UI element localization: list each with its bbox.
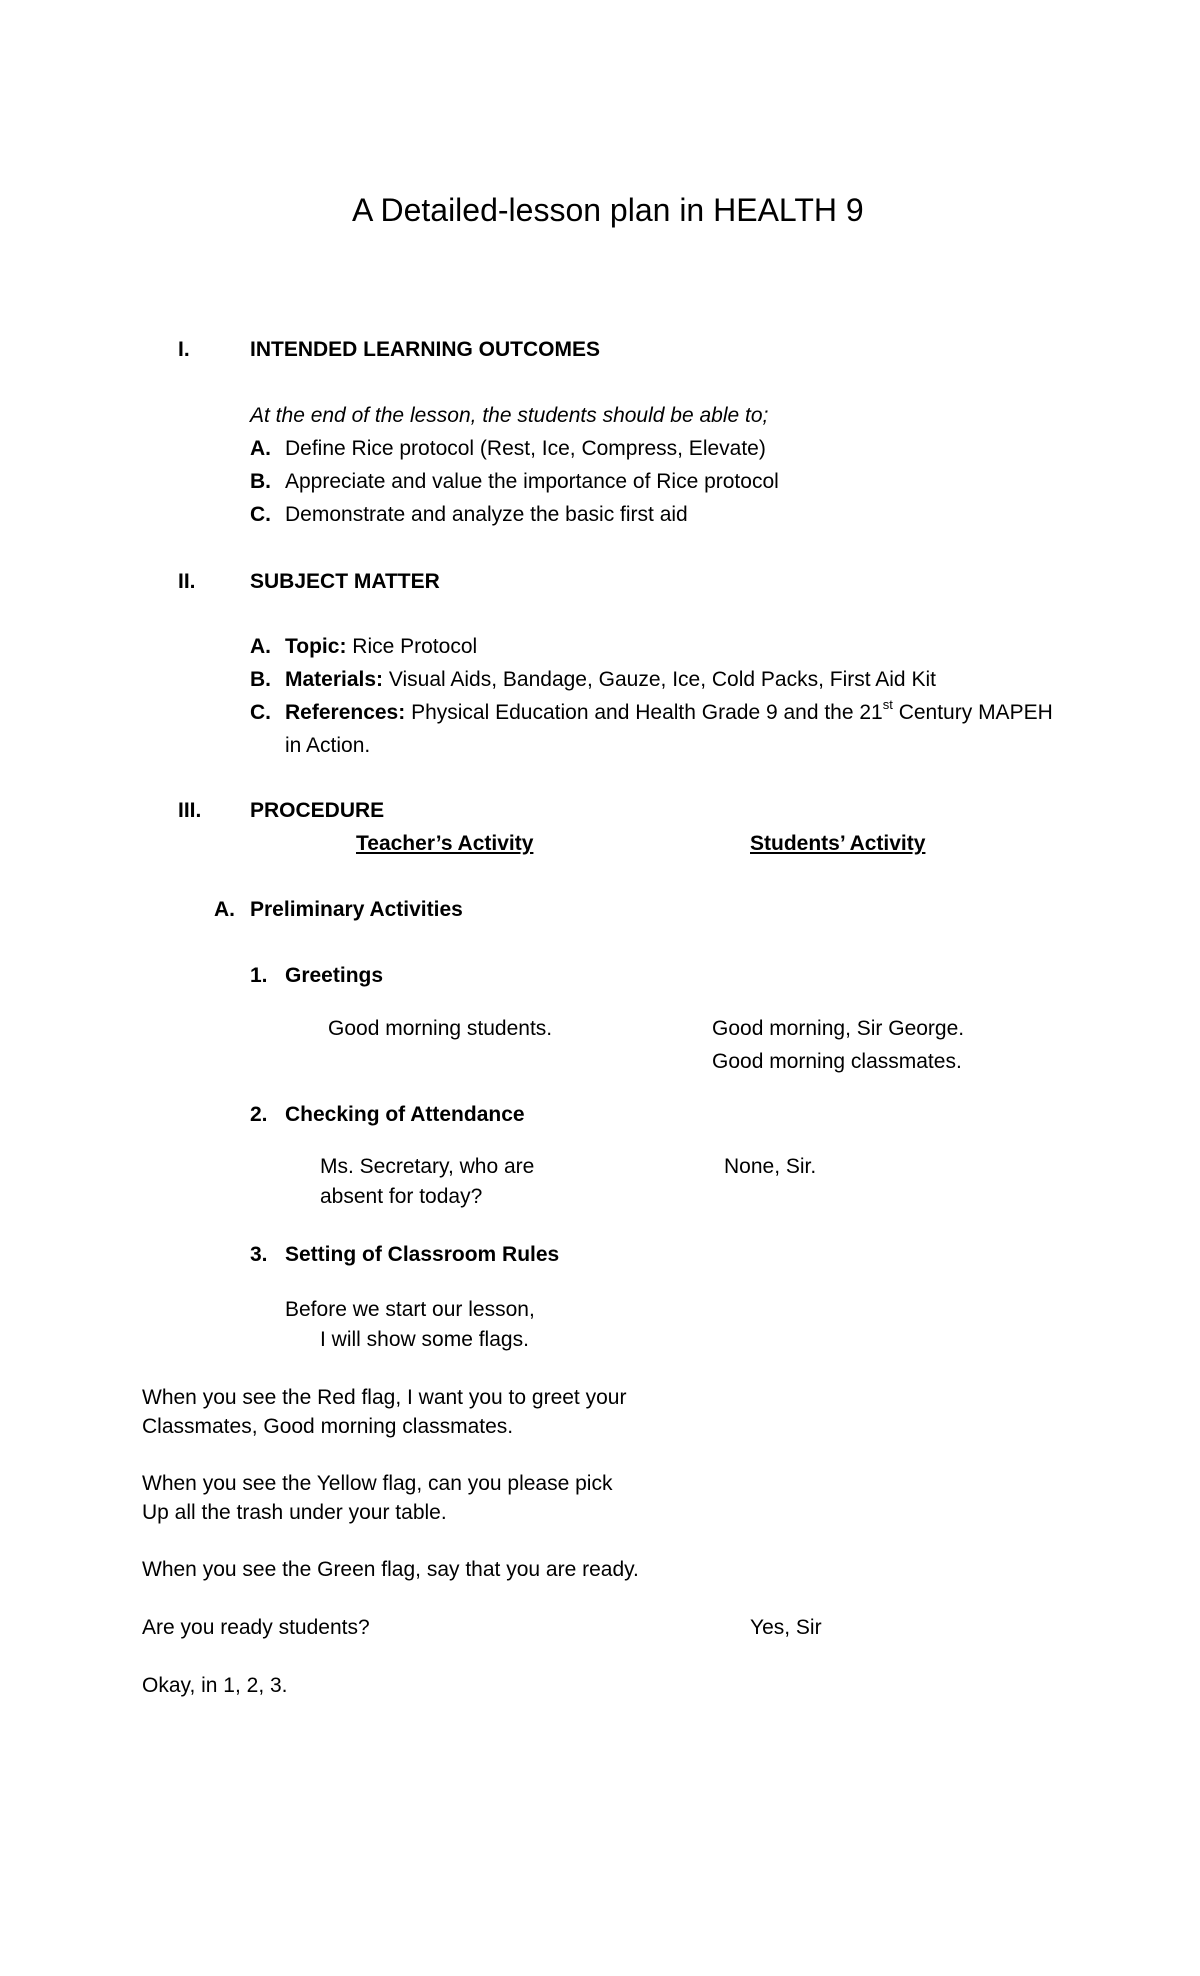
step-3-number: 3. [250,1243,268,1266]
count-line: Okay, in 1, 2, 3. [142,1674,288,1697]
subject-a-letter: A. [250,635,271,658]
students-activity-header: Students’ Activity [750,832,926,855]
section-3-numeral: III. [178,799,202,822]
references-value-end: Century MAPEH [898,701,1053,724]
subject-b-letter: B. [250,668,271,691]
preliminary-heading: Preliminary Activities [250,898,463,921]
attendance-teacher-1: Ms. Secretary, who are [320,1155,535,1178]
attendance-teacher-2: absent for today? [320,1185,483,1208]
subject-materials [285,666,936,694]
green-flag-rule: When you see the Green flag, say that you are ready. [142,1558,639,1581]
section-1-heading: INTENDED LEARNING OUTCOMES [250,338,601,361]
yellow-flag-rule-2: Up all the trash under your table. [142,1501,447,1524]
step-1-number: 1. [250,964,268,987]
attendance-student: None, Sir. [724,1155,817,1178]
topic-label: Topic: [285,635,347,658]
yellow-flag-rule-1: When you see the Yellow flag, can you please pick [142,1472,613,1495]
materials-label: Materials: [285,668,384,691]
red-flag-rule-2: Classmates, Good morning classmates. [142,1415,514,1438]
references-value: Physical Education and Health Grade 9 and the 21 [411,701,883,724]
rules-teacher-2: I will show some flags. [320,1328,529,1351]
outcome-c-text: Demonstrate and analyze the basic first aid [285,503,688,526]
materials-value: Visual Aids, Bandage, Gauze, Ice, Cold Packs, First Aid Kit [388,668,936,691]
subject-references [285,699,1053,727]
references-continuation: in Action. [285,734,371,757]
references-superscript: st [882,697,893,712]
ready-answer: Yes, Sir [750,1616,822,1639]
references-label: References: [285,701,406,724]
topic-value: Rice Protocol [352,635,478,658]
greeting-student-1: Good morning, Sir George. [712,1017,965,1040]
step-3-heading: Setting of Classroom Rules [285,1243,560,1266]
outcome-a-text: Define Rice protocol (Rest, Ice, Compress, Elevate) [285,437,766,460]
outcome-b-text: Appreciate and value the importance of Rice protocol [285,470,779,493]
step-2-number: 2. [250,1103,268,1126]
preliminary-letter: A. [214,898,235,921]
section-1-numeral: I. [178,338,190,361]
subject-topic [285,633,477,661]
outcome-b-letter: B. [250,470,271,493]
section-3-heading: PROCEDURE [250,799,385,822]
step-2-heading: Checking of Attendance [285,1103,525,1126]
greeting-student-2: Good morning classmates. [712,1050,962,1073]
teacher-activity-header: Teacher’s Activity [356,832,534,855]
subject-c-letter: C. [250,701,271,724]
outcome-c-letter: C. [250,503,271,526]
document-title: A Detailed-lesson plan in HEALTH 9 [352,192,864,228]
outcomes-intro: At the end of the lesson, the students should be able to; [250,404,769,427]
ready-question: Are you ready students? [142,1616,370,1639]
outcome-a-letter: A. [250,437,271,460]
section-2-numeral: II. [178,570,196,593]
red-flag-rule-1: When you see the Red flag, I want you to greet your [142,1386,627,1409]
step-1-heading: Greetings [285,964,384,987]
section-2-heading: SUBJECT MATTER [250,570,440,593]
greeting-teacher: Good morning students. [328,1017,553,1040]
rules-teacher-1: Before we start our lesson, [285,1298,535,1321]
